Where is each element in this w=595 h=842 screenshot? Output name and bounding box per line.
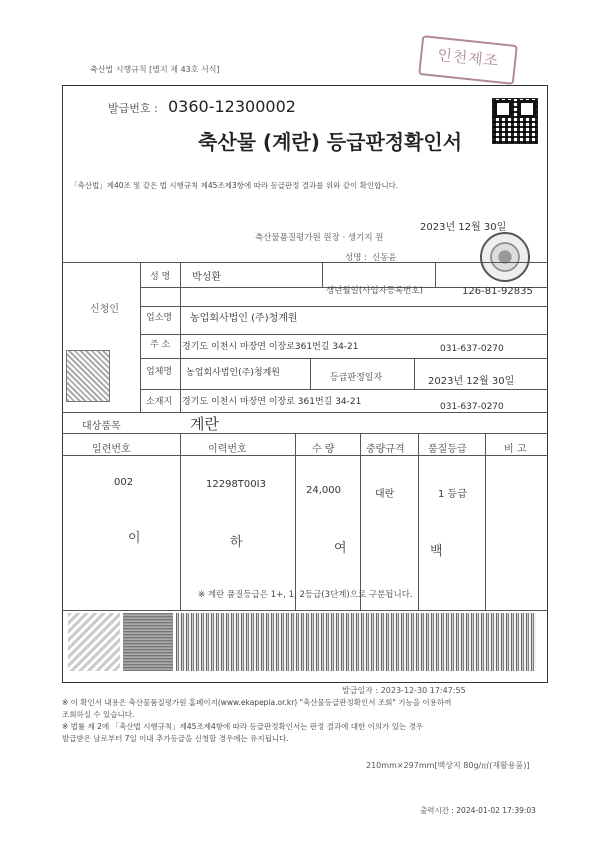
col-header-serial: 일련번호: [92, 444, 131, 455]
apply-date-value: 2023년 12월 30일: [428, 376, 515, 387]
company-value: 농업회사법인 (주)청계원: [190, 313, 298, 324]
target-label: 대상품목: [82, 421, 121, 432]
issue-date: 2023년 12월 30일: [420, 222, 507, 233]
note-line: ※ 이 확인서 내용은 축산물품질평가원 홈페이지(www.ekapepia.or.kr) "축산물등급판정확인서 조회" 기능을 이용하여: [62, 698, 452, 707]
blank-mark-3: 여: [334, 541, 347, 556]
divider: [180, 262, 181, 412]
institute-line: 축산물품질평가원 원장 · 생기지 원: [255, 233, 384, 243]
name-label: 성 명: [150, 272, 171, 282]
col-header-weight: 중량규격: [366, 444, 405, 455]
target-value: 계란: [190, 415, 219, 433]
blank-mark-2: 하: [230, 535, 243, 550]
issue-number: 0360-12300002: [168, 97, 296, 116]
intro-text: 「축산법」제40조 및 같은 법 시행규칙 제45조제3항에 따라 등급판정 결과를 위와 같이 확인합니다.: [70, 181, 399, 190]
col-header-qty: 수 량: [312, 444, 335, 455]
official-seal-icon: [480, 232, 530, 282]
cell-grade: 1 등급: [438, 489, 467, 500]
cell-trace: 12298T00I3: [206, 479, 266, 490]
divider: [140, 358, 548, 359]
divider: [62, 455, 548, 456]
print-time: 출력시간 : 2024-01-02 17:39:03: [420, 806, 536, 815]
address-value: 경기도 이천시 마장면 이장로361번길 34-21: [182, 342, 359, 352]
inspector-name: 신동윤: [372, 253, 397, 263]
divider: [360, 433, 361, 610]
birth-value: 126-81-92835: [462, 286, 533, 297]
divider: [485, 433, 486, 610]
issue-number-label: 발급번호 :: [108, 102, 158, 115]
divider: [435, 262, 436, 287]
cell-serial: 002: [114, 477, 134, 488]
divider: [140, 262, 141, 412]
revenue-stamp-icon: [66, 350, 110, 402]
inspector-label: 성명 :: [345, 253, 367, 263]
site-label: 소재지: [146, 397, 173, 407]
note-line: ※ 법률 제 2에 「축산법 시행규칙」제45조제4항에 따라 등급판정확인서는 판정 결과에 대한 이의가 있는 경우: [62, 722, 424, 731]
divider: [414, 358, 415, 389]
divider: [62, 433, 548, 434]
received-stamp: 인천제조: [418, 35, 518, 85]
site-value: 경기도 이천시 마장면 이장로 361번길 34-21: [182, 397, 362, 407]
note-line: 조회하실 수 있습니다.: [62, 710, 135, 719]
divider: [322, 262, 323, 287]
blank-mark-4: 백: [430, 544, 443, 559]
apply-date-label: 등급판정일자: [330, 373, 383, 383]
site-phone: 031-637-0270: [440, 402, 504, 412]
divider: [140, 306, 548, 307]
name-value: 박성환: [192, 272, 221, 283]
note-line: 발급받은 날로부터 7일 이내 추가등급을 신청할 경우에는 유지됩니다.: [62, 734, 289, 743]
divider: [62, 610, 548, 611]
gp-value: 농업회사법인(주)청계원: [186, 368, 280, 378]
divider: [140, 389, 548, 390]
grade-note: ※ 계란 품질등급은 1+, 1, 2등급(3단계)으로 구분됩니다.: [198, 590, 413, 600]
birth-label: 생년월일(사업자등록번호): [326, 286, 423, 296]
divider: [62, 262, 548, 263]
paper-spec: 210mm×297mm[백상지 80g/㎡(재활용품)]: [366, 761, 530, 770]
divider: [310, 358, 311, 389]
applicant-header: 신청인: [90, 304, 119, 315]
security-pattern: [123, 613, 173, 671]
divider: [140, 334, 548, 335]
col-header-trace: 이력번호: [208, 444, 247, 455]
barcode-icon: [176, 613, 536, 671]
col-header-remark: 비 고: [504, 444, 527, 455]
divider: [295, 433, 296, 610]
gp-label: 업체명: [146, 367, 173, 377]
issued-timestamp: 발급일자 : 2023-12-30 17:47:55: [342, 686, 466, 695]
cell-weight: 대란: [375, 489, 395, 500]
divider: [62, 412, 548, 413]
divider: [180, 433, 181, 610]
cell-qty: 24,000: [306, 485, 341, 496]
address-label: 주 소: [150, 340, 171, 350]
security-pattern: [68, 613, 120, 671]
phone-value: 031-637-0270: [440, 344, 504, 354]
divider: [418, 433, 419, 610]
blank-mark-1: 이: [128, 531, 141, 546]
form-reference: 축산법 시행규칙 [별지 제 43호 서식]: [90, 65, 220, 74]
col-header-grade: 품질등급: [428, 444, 467, 455]
qr-code-icon[interactable]: [492, 98, 538, 144]
document-title: 축산물 (계란) 등급판정확인서: [198, 130, 463, 154]
company-label: 업소명: [146, 313, 173, 323]
